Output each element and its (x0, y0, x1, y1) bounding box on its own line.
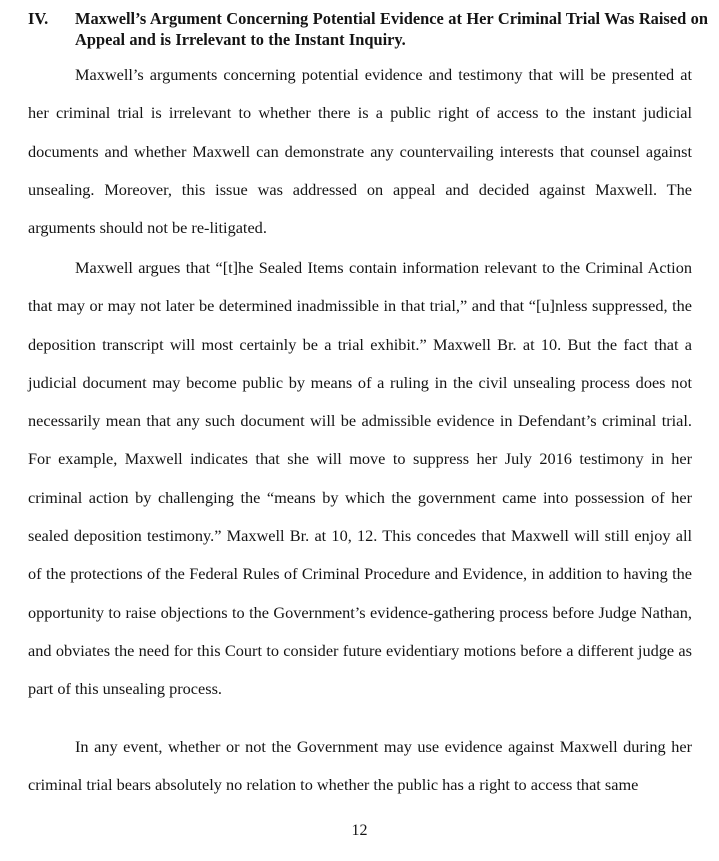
section-number: IV. (28, 9, 49, 28)
section-title: Maxwell’s Argument Concerning Potential Evidence at Her Criminal Trial Was Raised on Appeal and is Irrelevant to the Instant Inquiry. (75, 9, 708, 49)
paragraph-3: In any event, whether or not the Government may use evidence against Maxwell during her criminal trial bears absolutely no relation to whether the public has a right to access that same (28, 737, 692, 795)
paragraph-2: Maxwell argues that “[t]he Sealed Items contain information relevant to the Criminal Action that may or may not later be determined inadmissible in that trial,” and that “[u]nless suppressed, the deposition transcript will most certainly be a trial exhibit.” Maxwell Br. at 10. But the fact that a judicial document may become public by means of a ruling in the civil unsealing process does not necessarily mean that any such document will be admissible evidence in Defendant’s criminal trial. For example, Maxwell indicates that she will move to suppress her July 2016 testimony in her criminal action by challenging the “means by which the government came into possession of her sealed deposition testimony.” Maxwell Br. at 10, 12. This concedes that Maxwell will still enjoy all of the protections of the Federal Rules of Criminal Procedure and Evidence, in addition to having the opportunity to raise objections to the Government’s evidence-gathering process before Judge Nathan, and obviates the need for this Court to consider future evidentiary motions before a different judge as part of this unsealing process. (28, 258, 692, 699)
section-heading (28, 8, 708, 50)
page-number: 12 (351, 822, 368, 839)
paragraph-1: Maxwell’s arguments concerning potential evidence and testimony that will be presented at her criminal trial is irrelevant to whether there is a public right of access to the instant judicial documents and whether Maxwell can demonstrate any countervailing interests that counsel against unsealing. Moreover, this issue was addressed on appeal and decided against Maxwell. The arguments should not be re-litigated. (28, 65, 692, 238)
